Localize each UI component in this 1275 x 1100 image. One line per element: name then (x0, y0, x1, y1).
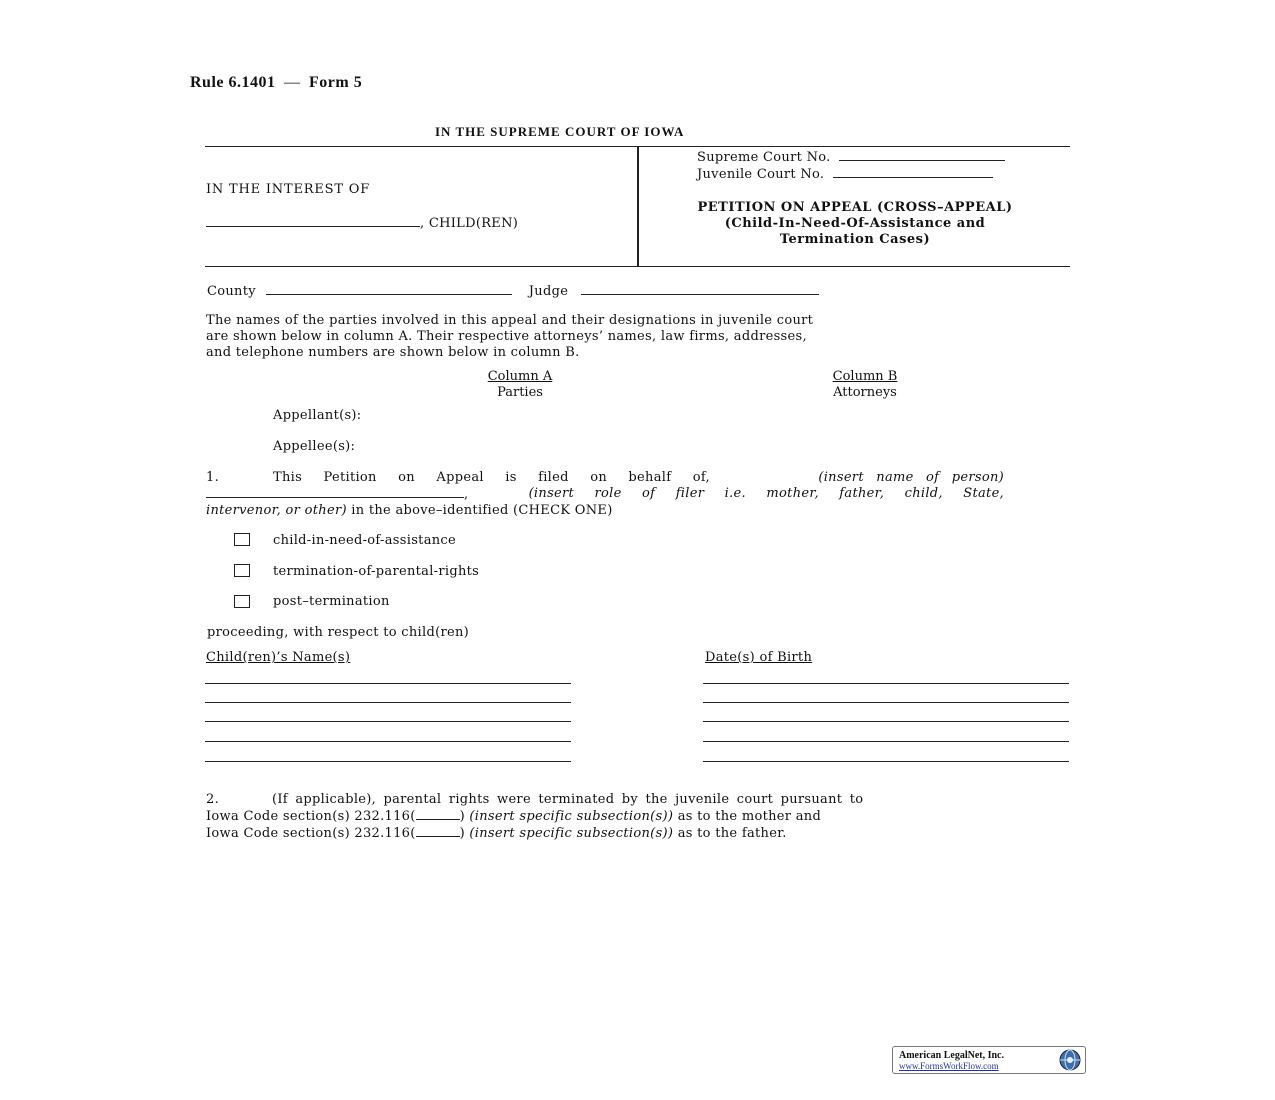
item-1-text: This Petition on Appeal is filed on behalf of, (273, 470, 710, 485)
form-rule-header (190, 74, 362, 92)
petition-title-line-1: PETITION ON APPEAL (CROSS–APPEAL) (697, 200, 1013, 215)
petition-title-line-2: (Child-In-Need-Of-Assistance and (724, 216, 986, 231)
form-number: Form 5 (309, 74, 363, 91)
child-name-line-5[interactable] (205, 761, 571, 762)
caption-bottom-rule (205, 266, 1070, 267)
intro-line-1: The names of the parties involved in this appeal and their designations in juvenile court (206, 313, 814, 328)
rule-dash: — (284, 74, 301, 91)
child-name-line-2[interactable] (205, 702, 571, 703)
intro-line-2: are shown below in column A. Their respective attorneys’ names, law firms, addresses, (206, 329, 807, 344)
column-a-heading: Column A (487, 369, 553, 384)
dob-header: Date(s) of Birth (705, 650, 813, 665)
juvenile-court-no-field[interactable] (833, 166, 993, 178)
item-1-name-field[interactable] (206, 486, 464, 498)
item-2-paragraph (206, 792, 1004, 842)
interest-label: IN THE INTEREST OF (206, 182, 371, 197)
checkbox-cina-label: child-in-need-of-assistance (273, 533, 456, 548)
item-1-role-hint-end: intervenor, or other) (206, 503, 347, 518)
item-2-line-3: Iowa Code section(s) 232.116( ) (insert specific subsection(s)) as to the father. (206, 826, 787, 841)
item-2-mother-hint: (insert specific subsection(s)) (469, 809, 674, 824)
dob-line-1[interactable] (703, 683, 1069, 684)
caption-divider (637, 146, 639, 266)
globe-icon (1059, 1049, 1081, 1071)
item-2-number: 2. (206, 792, 220, 807)
column-b-header (805, 369, 925, 401)
appellants-label: Appellant(s): (273, 408, 362, 423)
item-2-code-mother: Iowa Code section(s) 232.116( (206, 809, 416, 824)
column-a-header (460, 369, 580, 401)
county-label: County (207, 284, 256, 299)
county-judge-row (207, 283, 819, 299)
item-2-line-1 (206, 792, 1004, 808)
child-label: , CHILD(REN) (420, 216, 519, 231)
appellees-label: Appellee(s): (273, 439, 356, 454)
column-b-heading: Column B (832, 369, 898, 384)
checkbox-post-termination[interactable] (234, 595, 250, 608)
dob-line-4[interactable] (703, 741, 1069, 742)
dob-line-2[interactable] (703, 702, 1069, 703)
logo-company: American LegalNet, Inc. (899, 1050, 1004, 1061)
item-1-line-3 (206, 503, 1004, 519)
item-1-role-hint: (insert role of filer i.e. mother, father, child, State, (528, 486, 1004, 501)
supreme-court-no-row (697, 149, 1005, 165)
item-2-line-2: Iowa Code section(s) 232.116( ) (insert specific subsection(s)) as to the mother and (206, 809, 822, 824)
american-legalnet-logo[interactable] (892, 1046, 1086, 1074)
father-subsection-field[interactable] (416, 825, 460, 837)
intro-line-3: and telephone numbers are shown below in column B. (206, 345, 580, 360)
item-1-paragraph (206, 470, 1004, 519)
logo-url[interactable]: www.FormsWorkFlow.com (899, 1061, 999, 1071)
column-a-sub: Parties (497, 385, 543, 400)
item-2-father-hint: (insert specific subsection(s)) (469, 826, 674, 841)
judge-label: Judge (528, 284, 569, 299)
item-2-code-father: Iowa Code section(s) 232.116( (206, 826, 416, 841)
supreme-court-no-label: Supreme Court No. (697, 150, 831, 165)
child-name-line-1[interactable] (205, 683, 571, 684)
checkbox-tpr-label: termination-of-parental-rights (273, 564, 480, 579)
intro-paragraph (206, 313, 1004, 361)
column-b-sub: Attorneys (833, 385, 897, 400)
juvenile-court-no-row (697, 166, 993, 182)
child-name-line-4[interactable] (205, 741, 571, 742)
item-2-father-text: as to the father. (677, 826, 787, 841)
juvenile-court-no-label: Juvenile Court No. (697, 167, 825, 182)
mother-subsection-field[interactable] (416, 808, 460, 820)
checkbox-cina[interactable] (234, 533, 250, 546)
child-name-line (206, 215, 518, 231)
dob-line-3[interactable] (703, 721, 1069, 722)
item-1-line-1 (206, 470, 1004, 486)
county-field[interactable] (266, 283, 512, 295)
checkbox-post-termination-label: post–termination (273, 594, 390, 609)
court-title: IN THE SUPREME COURT OF IOWA (435, 124, 685, 139)
petition-title-line-3: Termination Cases) (779, 232, 931, 247)
children-names-header: Child(ren)’s Name(s) (206, 650, 351, 665)
proceeding-text: proceeding, with respect to child(ren) (207, 625, 470, 640)
item-1-line-2 (206, 486, 1004, 503)
item-2-mother-text: as to the mother and (677, 809, 822, 824)
dob-line-5[interactable] (703, 761, 1069, 762)
petition-title (640, 200, 1070, 248)
item-1-name-field-wrap: , (206, 486, 468, 503)
child-name-line-3[interactable] (205, 721, 571, 722)
item-1-number: 1. (206, 470, 220, 485)
child-name-blank[interactable] (206, 215, 420, 227)
checkbox-tpr[interactable] (234, 564, 250, 577)
item-2-text-1: (If applicable), parental rights were terminated by the juvenile court pursuant to (272, 792, 864, 807)
item-1-name-hint: (insert name of person) (818, 470, 1004, 485)
judge-field[interactable] (581, 283, 819, 295)
item-1-check-one: in the above–identified (CHECK ONE) (351, 503, 613, 518)
supreme-court-no-field[interactable] (839, 149, 1005, 161)
rule-number: Rule 6.1401 (190, 74, 276, 91)
